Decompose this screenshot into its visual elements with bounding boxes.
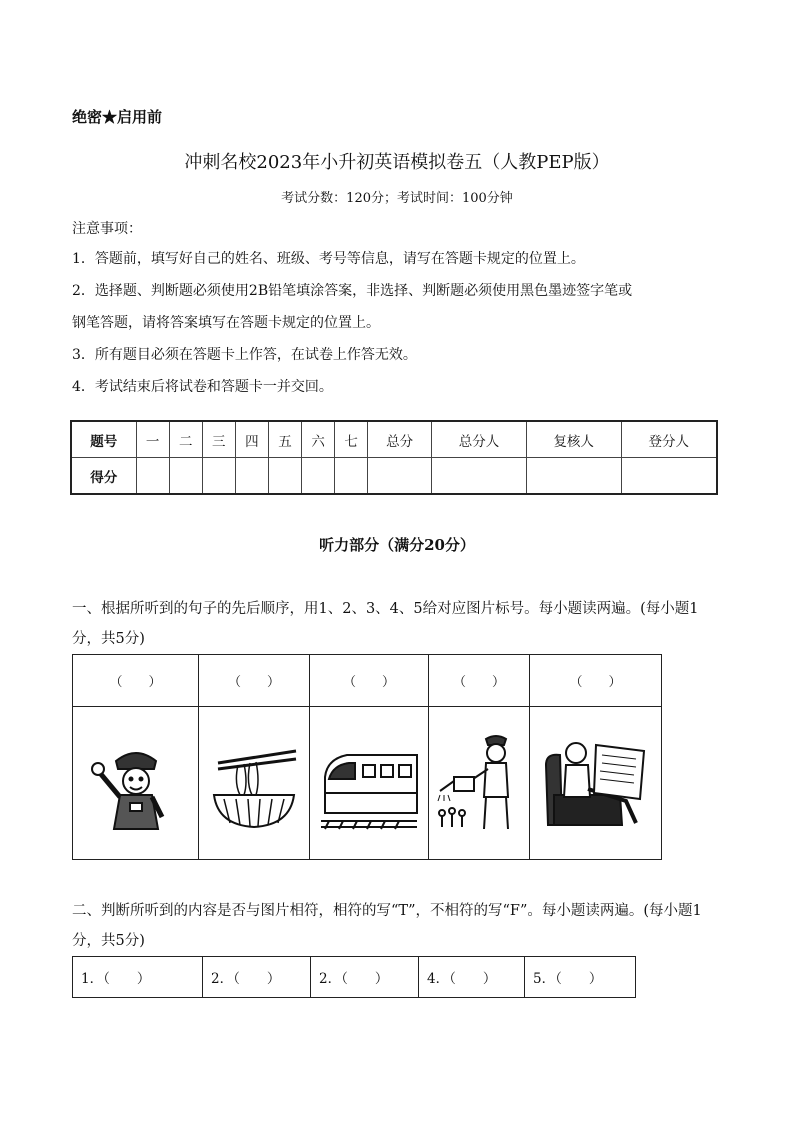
score-header: 三 [202,421,235,458]
picture-table [72,654,662,860]
score-header: 登分人 [621,421,717,458]
score-table [70,420,718,495]
score-header: 四 [235,421,268,458]
judgement-answer-blank[interactable]: 2．（ ） [311,957,419,998]
notice-line: 1．答题前，填写好自己的姓名、班级、考号等信息，请写在答题卡规定的位置上。 [72,251,585,267]
score-header: 五 [268,421,301,458]
answer-blank[interactable]: （ ） [73,655,199,707]
judgement-answer-blank[interactable]: 1．（ ） [73,957,203,998]
score-row-label: 题号 [71,421,136,458]
picture-cell [310,707,429,860]
train-icon [317,733,421,833]
boy-watering-flowers-icon [434,729,524,837]
score-cell[interactable] [202,458,235,495]
question-2-text: 二、判断所听到的内容是否与图片相符，相符的写“T”，不相符的写“F”。每小题读两遍。(每小题1分，共5分) [72,903,702,949]
judgement-answer-blank[interactable]: 4．（ ） [419,957,525,998]
score-cell[interactable] [621,458,717,495]
man-reading-newspaper-icon [540,735,652,831]
notice-line: 4．考试结束后将试卷和答题卡一并交回。 [72,379,333,395]
policeman-waving-icon [86,733,186,833]
picture-cell [73,707,199,860]
exam-title: 冲刺名校2023年小升初英语模拟卷五（人教PEP版） [184,152,610,173]
judgement-answer-blank[interactable]: 5．（ ） [525,957,636,998]
notice-line: 钢笔答题，请将答案填写在答题卡规定的位置上。 [72,315,380,331]
score-header: 总分人 [432,421,527,458]
notice-line: 2．选择题、判断题必须使用2B铅笔填涂答案，非选择、判断题必须使用黑色墨迹签字笔或 [72,283,633,299]
picture-cell [199,707,310,860]
picture-cell [429,707,530,860]
judgement-answer-table [72,956,636,998]
answer-blank[interactable]: （ ） [199,655,310,707]
answer-blank[interactable]: （ ） [530,655,662,707]
exam-info: 考试分数：120分；考试时间：100分钟 [281,191,513,206]
notice-heading: 注意事项： [72,221,142,237]
score-cell[interactable] [302,458,335,495]
score-cell[interactable] [335,458,368,495]
question-1-text: 一、根据所听到的句子的先后顺序，用1、2、3、4、5给对应图片标号。每小题读两遍。(每小题1分，共5分) [72,601,699,647]
picture-cell [530,707,662,860]
score-cell[interactable] [136,458,169,495]
notice-line: 3．所有题目必须在答题卡上作答，在试卷上作答无效。 [72,347,417,363]
noodles-bowl-icon [204,733,304,833]
score-header: 复核人 [526,421,621,458]
score-cell[interactable] [368,458,432,495]
score-cell[interactable] [268,458,301,495]
secret-mark: 绝密★启用前 [72,108,163,126]
score-cell[interactable] [235,458,268,495]
score-header: 六 [302,421,335,458]
section-title: 听力部分（满分20分） [319,536,475,554]
score-cell[interactable] [169,458,202,495]
score-header: 七 [335,421,368,458]
score-row-label: 得分 [71,458,136,495]
answer-blank[interactable]: （ ） [429,655,530,707]
score-header: 总分 [368,421,432,458]
answer-blank[interactable]: （ ） [310,655,429,707]
score-cell[interactable] [432,458,527,495]
score-header: 二 [169,421,202,458]
score-header: 一 [136,421,169,458]
score-cell[interactable] [526,458,621,495]
judgement-answer-blank[interactable]: 2．（ ） [203,957,311,998]
